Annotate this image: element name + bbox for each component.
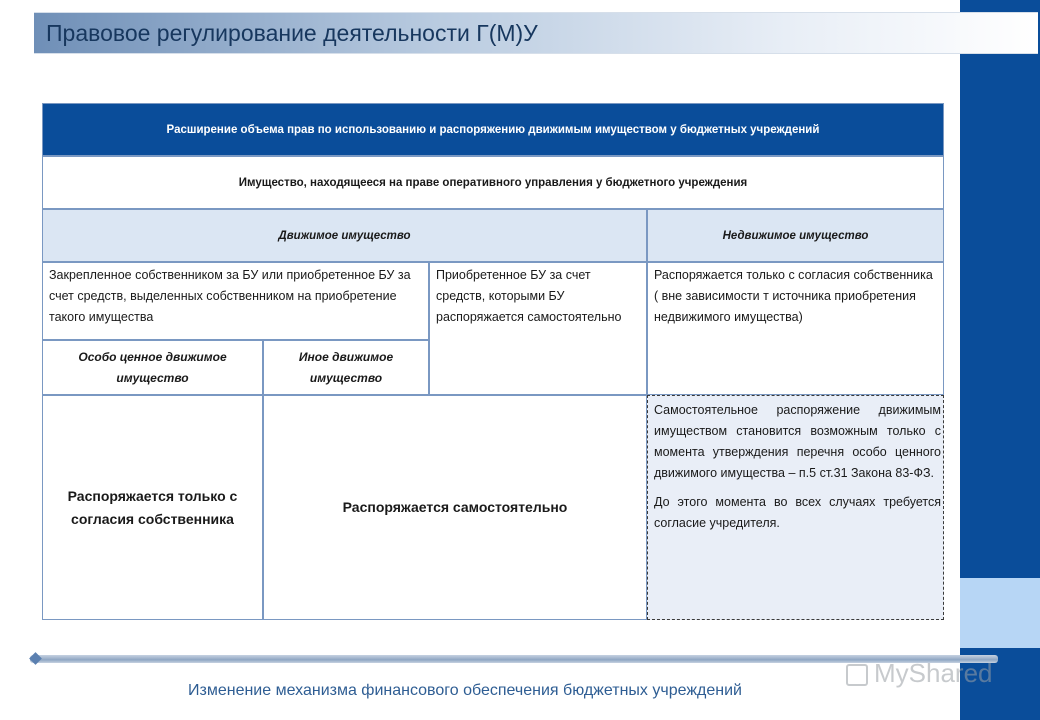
side-strip-accent <box>960 578 1040 648</box>
title-bar <box>34 12 1038 54</box>
column-header-immovable: Недвижимое имущество <box>647 209 944 262</box>
side-strip <box>960 0 1040 720</box>
page-title: Правовое регулирование деятельности Г(М)У <box>46 20 538 46</box>
watermark-logo-icon <box>846 664 868 686</box>
cell-acquired-property: Приобретенное БУ за счет средств, которыми БУ распоряжается самостоятельно <box>429 262 647 395</box>
cell-other-movable: Иное движимое имущество <box>263 340 429 395</box>
footer-text: Изменение механизма финансового обеспечения бюджетных учреждений <box>188 682 742 699</box>
table-header-main: Расширение объема прав по использованию и распоряжению движимым имуществом у бюджетных учреждений <box>42 103 944 156</box>
cell-disposes-independently: Распоряжается самостоятельно <box>263 395 647 620</box>
cell-immovable-rule: Распоряжается только с согласия собственника ( вне зависимости т источника приобретения недвижимого имущества) <box>647 262 944 395</box>
watermark-text: MyShared <box>874 658 993 688</box>
note-paragraph-2: До этого момента во всех случаях требуется согласие учредителя. <box>654 495 941 530</box>
cell-disposes-with-consent: Распоряжается только с согласия собственника <box>42 395 263 620</box>
cell-assigned-property: Закрепленное собственником за БУ или приобретенное БУ за счет средств, выделенных собственником на приобретение такого имущества <box>42 262 429 340</box>
property-rights-table <box>42 103 944 620</box>
note-box <box>647 395 944 620</box>
watermark <box>846 658 993 689</box>
table-header-sub: Имущество, находящееся на праве оперативного управления у бюджетного учреждения <box>42 156 944 209</box>
note-paragraph-1: Самостоятельное распоряжение движимым имуществом становится возможным только с момента утверждения перечня особо ценного движимого имущества – п.5 ст.31 Закона 83-ФЗ. <box>654 403 941 480</box>
column-header-movable: Движимое имущество <box>42 209 647 262</box>
cell-especially-valuable: Особо ценное движимое имущество <box>42 340 263 395</box>
